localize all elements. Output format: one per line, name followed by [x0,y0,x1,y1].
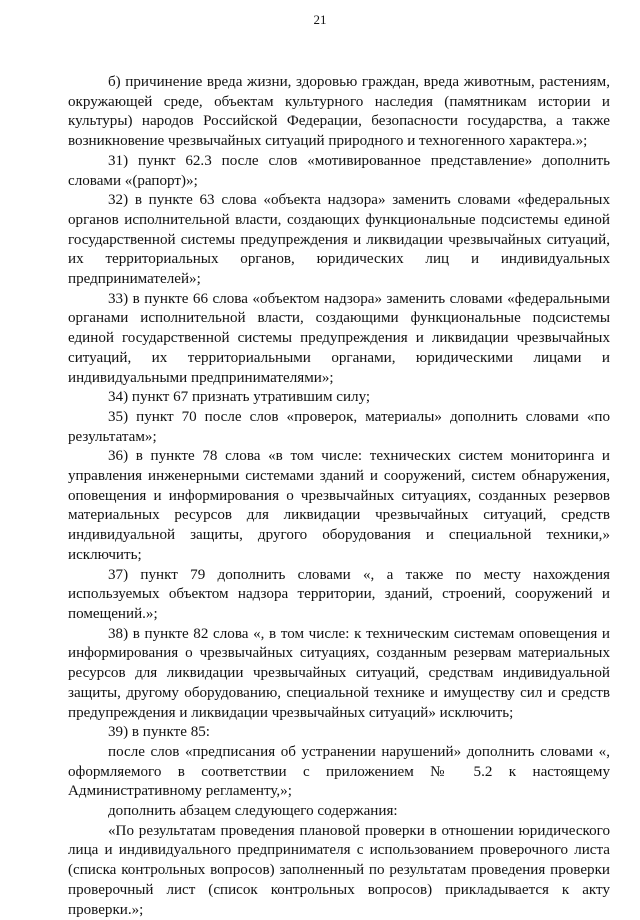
paragraph-item-32: 32) в пункте 63 слова «объекта надзора» заменить словами «федеральных органов исполнительной власти, создающих функциональные подсистемы единой государственной системы предупреждения и ликвидации чрезвычайных ситуаций, их территориальных органов, юридических лиц и индивидуальных предпринимателей»; [68,192,610,288]
paragraph-item-39-addition: после слов «предписания об устранении нарушений» дополнить словами «, оформляемого в соответствии с приложением № 5.2 к настоящему Административному регламенту,»; [68,743,610,800]
document-body [68,73,610,920]
paragraph-item-37: 37) пункт 79 дополнить словами «, а также по месту нахождения используемых объектом надзора территории, зданий, строений, сооружений и помещений.»; [68,566,610,622]
paragraph-item-38: 38) в пункте 82 слова «, в том числе: к техническим системам оповещения и информирования о чрезвычайных ситуациях, созданным резервам материальных ресурсов для ликвидации чрезвычайных ситуаций, средствам индивидуальной защиты, другому оборудованию, специальной технике и имуществу сил и средств предупреждения и ликвидации чрезвычайных ситуаций» исключить; [68,625,610,721]
paragraph-b-harm: б) причинение вреда жизни, здоровью граждан, вреда животным, растениям, окружающей среде, объектам культурного наследия (памятникам истории и культуры) народов Российской Федерации, безопасности государства, а также возникновение чрезвычайных ситуаций природного и техногенного характера.»; [68,74,610,150]
page-number: 21 [313,12,327,27]
paragraph-item-35: 35) пункт 70 после слов «проверок, материалы» дополнить словами «по результатам»; [68,408,610,445]
paragraph-item-39-new-paragraph: дополнить абзацем следующего содержания: [108,803,398,820]
paragraph-item-36: 36) в пункте 78 слова «в том числе: технических систем мониторинга и управления инженерными системами зданий и сооружений, систем обнаружения, оповещения и информирования о чрезвычайных ситуациях, созданных резервов материальных ресурсов для ликвидации чрезвычайных ситуаций, средств индивидуальной защиты, другого оборудования и специальной техники,» исключить; [68,448,610,563]
paragraph-item-39: 39) в пункте 85: [108,724,210,741]
paragraph-item-39-quote: «По результатам проведения плановой проверки в отношении юридического лица и индивидуального предпринимателя с использованием проверочного листа (списка контрольных вопросов) заполненный по результатам проведения проверки проверочный лист (список контрольных вопросов) прикладывается к акту проверки.»; [68,822,610,918]
paragraph-item-34: 34) пункт 67 признать утратившим силу; [108,389,371,406]
paragraph-item-33: 33) в пункте 66 слова «объектом надзора» заменить словами «федеральными органами исполнительной власти, создающими функциональные подсистемы единой государственной системы предупреждения и ликвидации чрезвычайных ситуаций, их территориальными органами, юридическими лицами и индивидуальными предпринимателями»; [68,290,610,386]
paragraph-item-31: 31) пункт 62.3 после слов «мотивированное представление» дополнить словами «(рапорт)»; [68,152,610,189]
